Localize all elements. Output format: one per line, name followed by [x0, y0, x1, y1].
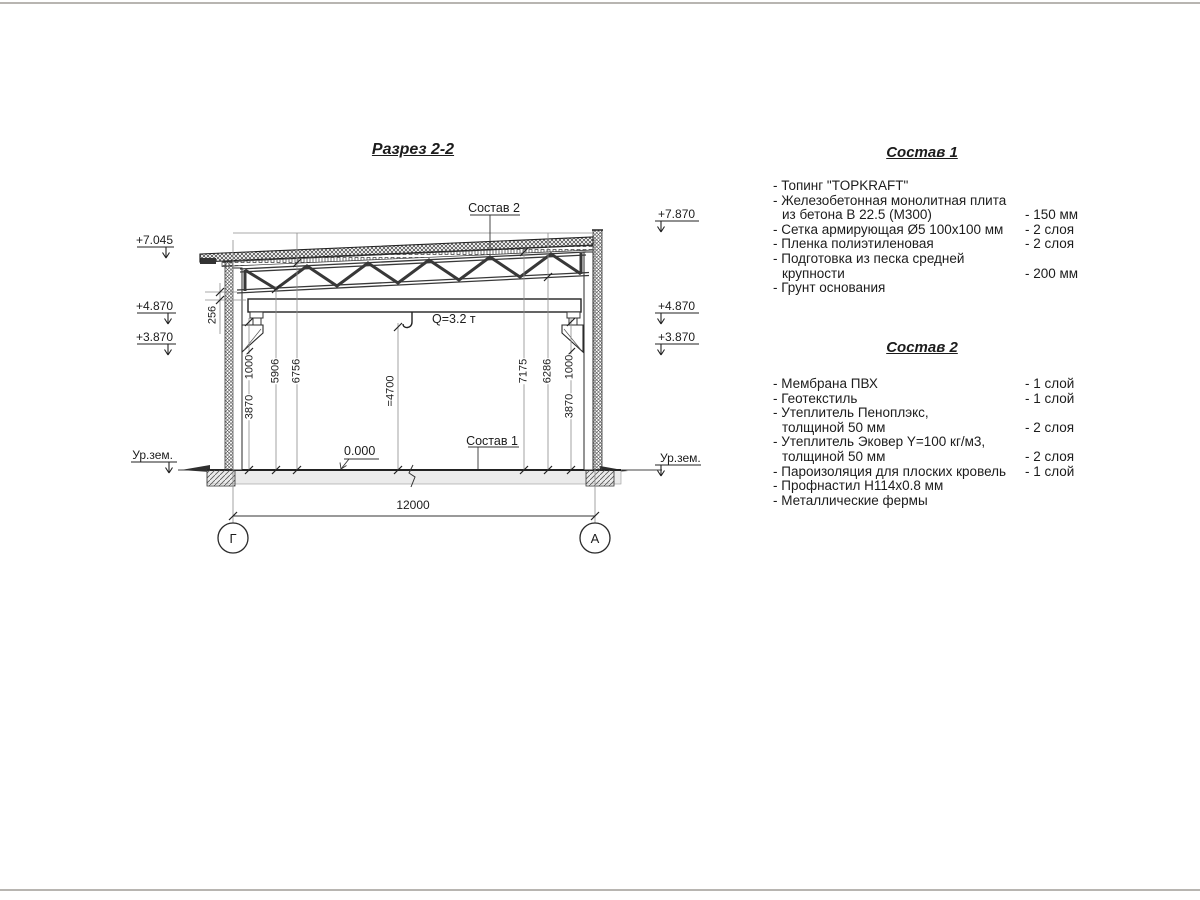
spec-line: - Железобетонная монолитная плита	[773, 192, 1007, 208]
dim-left-6756: 6756	[290, 358, 303, 384]
spec-line: - Профнастил Н114x0.8 мм	[773, 478, 944, 494]
zero-level-label: 0.000	[344, 444, 376, 458]
spec-line: - Утеплитель Пеноплэкс,	[773, 405, 929, 421]
elev-left-crane: +4.870	[135, 299, 173, 313]
span-dimension-label: 12000	[396, 498, 430, 512]
spec2-title: Состав 2	[886, 339, 958, 356]
spec-line: - Топинг "TOPKRAFT"	[773, 178, 909, 193]
spec-line: из бетона В 22.5 (М300) - 150 мм	[782, 207, 1079, 223]
dim-left-5906: 5906	[269, 358, 282, 384]
dim-right-7175: 7175	[517, 358, 530, 384]
elev-right-parapet: +7.870	[658, 207, 696, 221]
floor-slab	[207, 465, 621, 487]
spec-line: - Сетка армирующая Ø5 100x100 мм - 2 слоя	[773, 221, 1075, 237]
crane-hook	[403, 312, 412, 328]
spec-line: - Пароизоляция для плоских кровель - 1 слой	[773, 463, 1075, 479]
dim-hook-4700: =4700	[384, 375, 397, 407]
spec-line: крупности - 200 мм	[782, 265, 1079, 281]
spec1-list	[773, 179, 1103, 296]
axis-bubbles	[218, 523, 610, 553]
left-column	[233, 268, 242, 470]
dim-right-3870: 3870	[563, 393, 576, 419]
spec2-list	[773, 377, 1103, 508]
axis-label-a: А	[590, 531, 600, 546]
spec-line: - Геотекстиль - 1 слой	[773, 390, 1075, 406]
crane-capacity-label: Q=3.2 т	[432, 312, 476, 326]
spec-line: - Металлические фермы	[773, 492, 928, 508]
axis-label-g: Г	[229, 531, 237, 546]
crane-bridge-beam	[248, 299, 581, 312]
spec-line: - Грунт основания	[773, 280, 886, 296]
dim-256: 256	[206, 305, 219, 325]
spec-line: - Пленка полиэтиленовая - 2 слоя	[773, 236, 1075, 252]
elev-left-ground: Ур.зем.	[132, 448, 173, 462]
spec-line: - Утеплитель Эковер Y=100 кг/м3,	[773, 434, 986, 450]
dim-left-1000: 1000	[243, 354, 256, 380]
dim-left-3870: 3870	[243, 394, 256, 420]
spec-line: - Подготовка из песка средней	[773, 250, 965, 266]
elev-right-corbel: +3.870	[658, 330, 696, 344]
spec1-title: Состав 1	[886, 144, 958, 161]
spec-line: толщиной 50 мм - 2 слоя	[782, 448, 1075, 464]
callout-sostav2: Состав 2	[468, 201, 520, 215]
right-wall-parapet	[592, 230, 603, 470]
elev-left-roof: +7.045	[135, 233, 173, 247]
crane-end-trucks	[250, 312, 580, 325]
spec-line: толщиной 50 мм - 2 слоя	[782, 419, 1075, 435]
spec-line: - Мембрана ПВХ - 1 слой	[773, 376, 1075, 391]
dim-right-1000: 1000	[563, 354, 576, 380]
dim-right-6286: 6286	[541, 358, 554, 384]
drawing-title: Разрез 2-2	[371, 141, 455, 158]
elev-right-crane: +4.870	[658, 299, 696, 313]
elev-left-corbel: +3.870	[135, 330, 173, 344]
column-corbels	[242, 325, 583, 352]
right-column	[584, 252, 593, 470]
callout-sostav1: Состав 1	[466, 434, 518, 448]
elev-right-ground: Ур.зем.	[660, 451, 701, 465]
